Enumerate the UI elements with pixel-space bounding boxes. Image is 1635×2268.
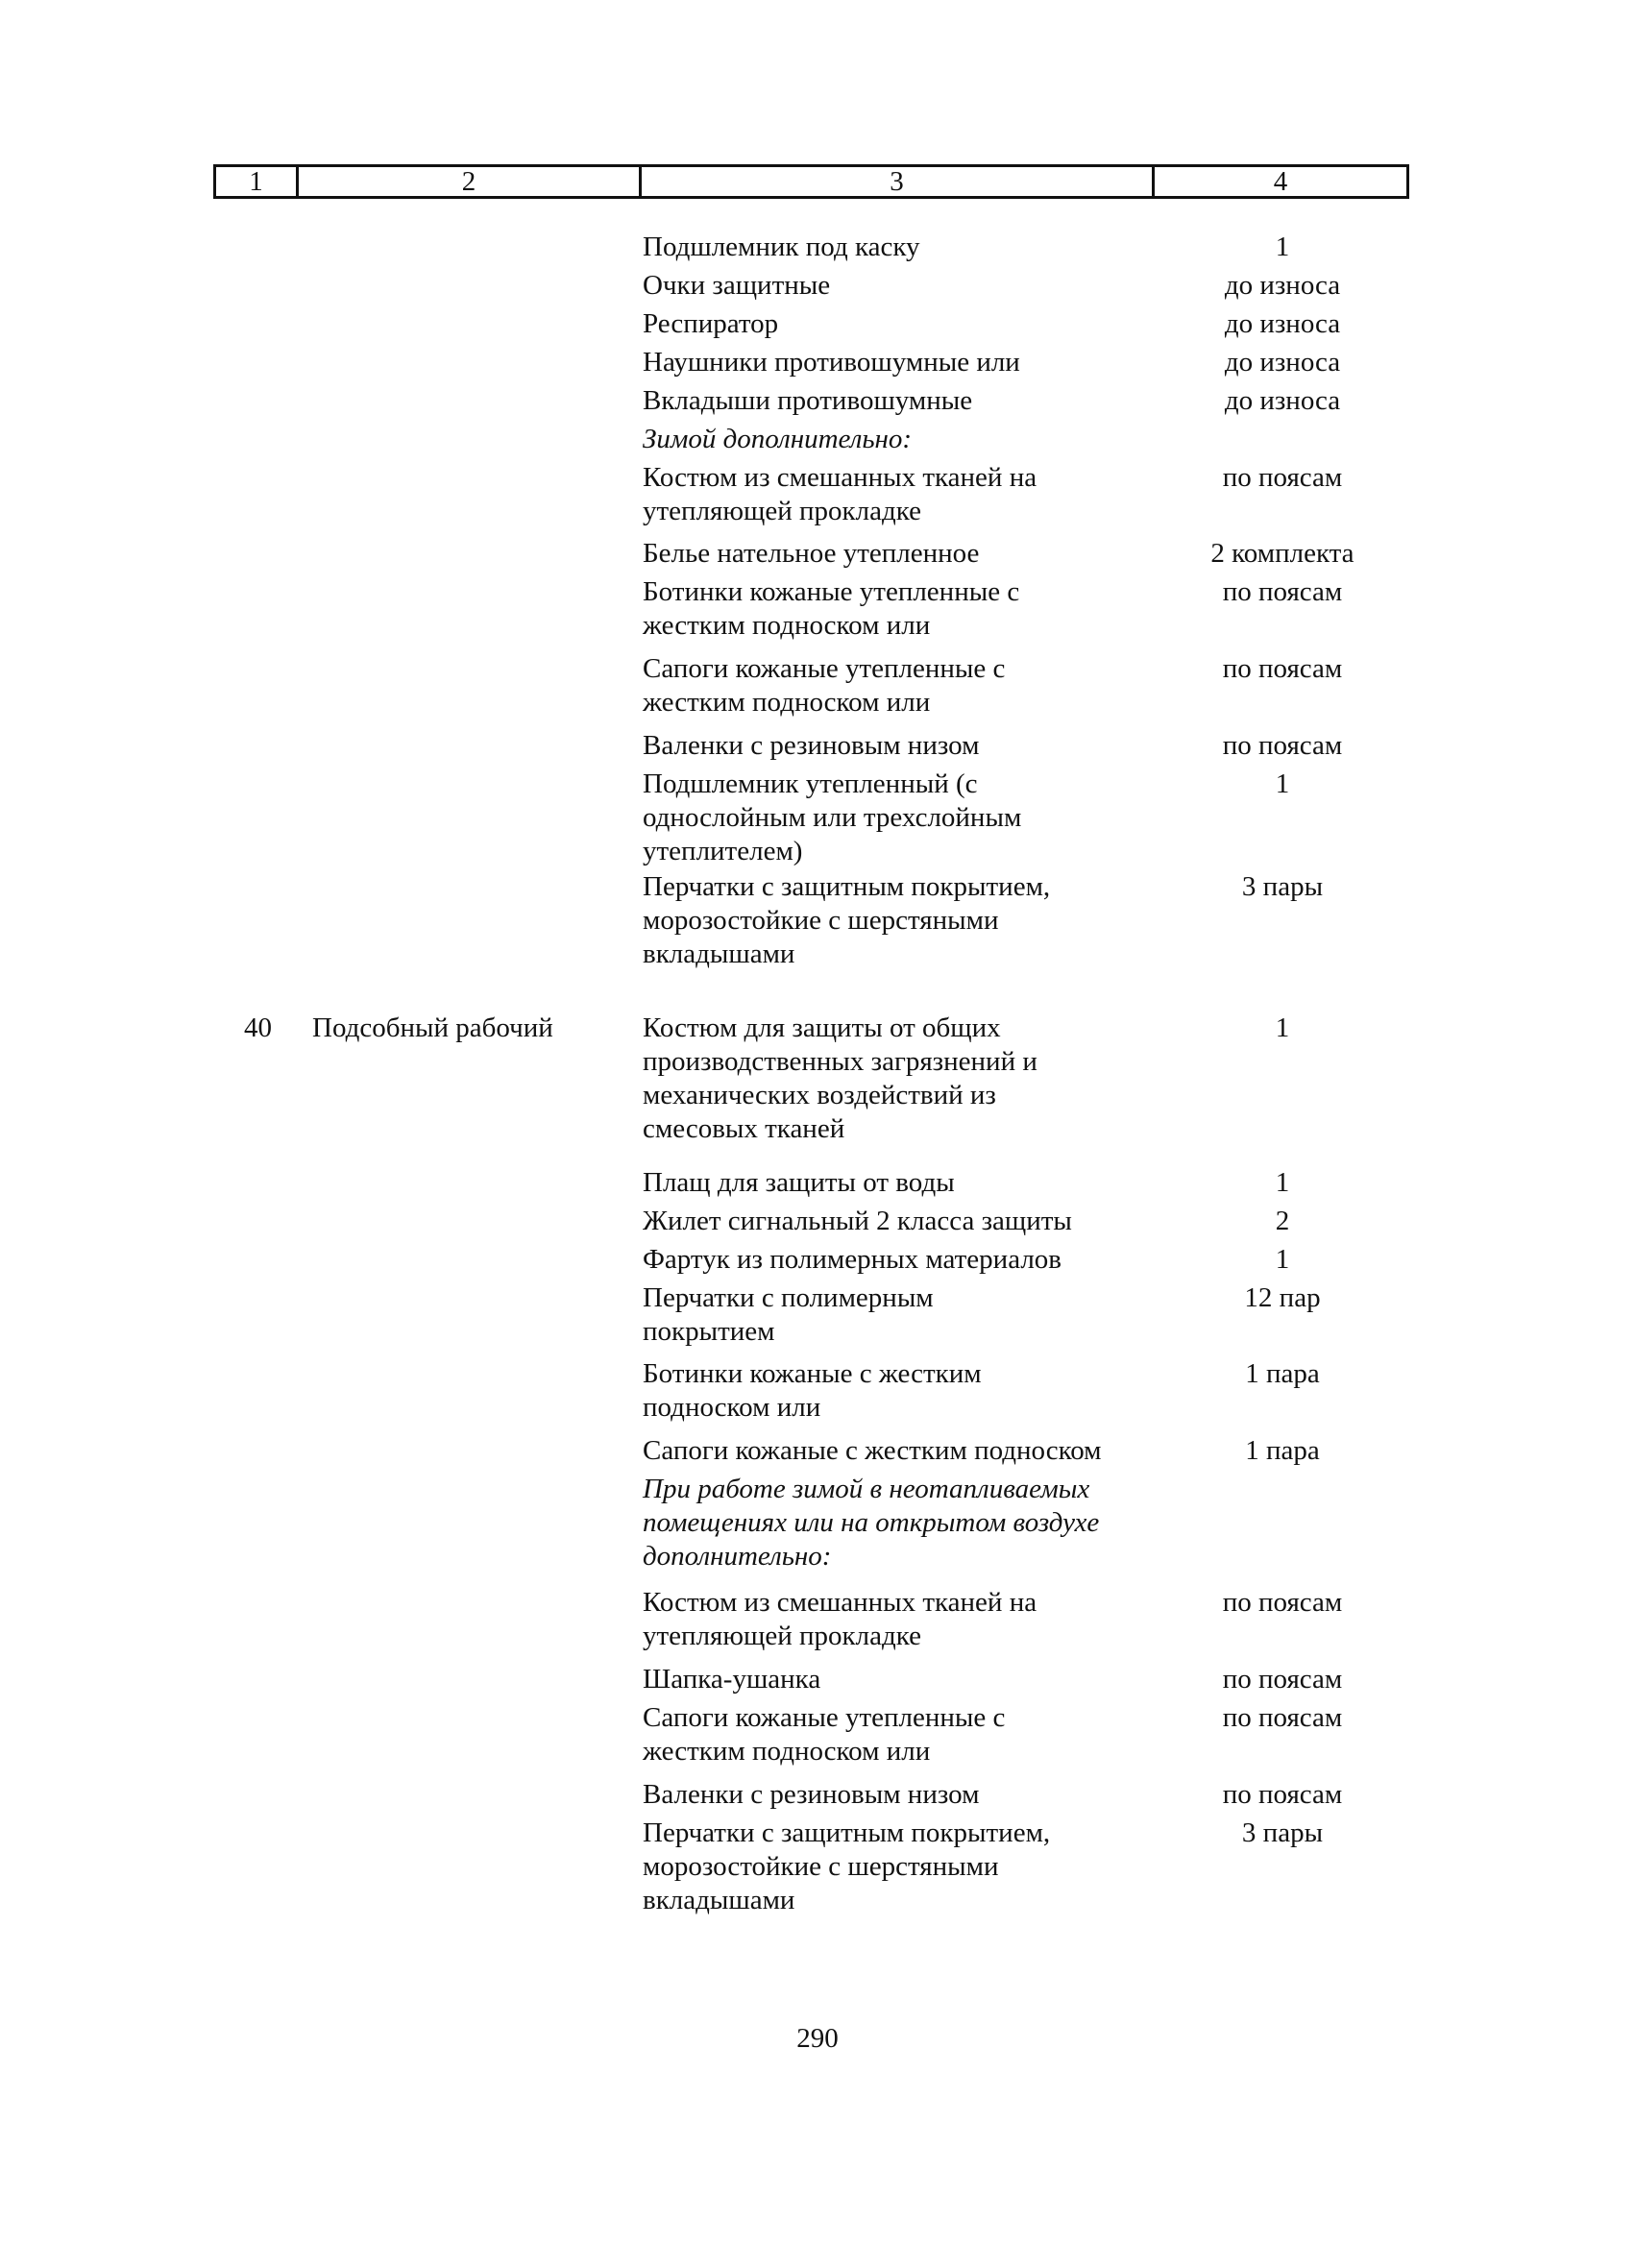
ppe-item: Костюм из смешанных тканей на утепляющей прокладке <box>643 462 1037 526</box>
header-col-2: 2 <box>299 167 642 196</box>
ppe-item: Костюм из смешанных тканей на утепляющей прокладке <box>643 1587 1037 1651</box>
issue-norm: до износа <box>1224 347 1341 378</box>
issue-norm: 1 <box>1275 1167 1290 1198</box>
issue-norm: до износа <box>1224 308 1341 339</box>
ppe-item: Перчатки с защитным покрытием, морозостойкие с шерстяными вкладышами <box>643 1817 1051 1915</box>
issue-norm: 3 пары <box>1241 871 1324 902</box>
header-col-4: 4 <box>1273 165 1288 197</box>
issue-norm: по поясам <box>1222 1779 1343 1810</box>
issue-norm: по поясам <box>1222 462 1343 493</box>
ppe-item: Ботинки кожаные утепленные с жестким подноском или <box>643 576 1020 641</box>
ppe-item: Валенки с резиновым низом <box>643 1779 980 1810</box>
ppe-item: Респиратор <box>643 308 779 339</box>
issue-norm: 1 <box>1275 1244 1290 1275</box>
ppe-item: Перчатки с полимерным покрытием <box>643 1282 934 1347</box>
ppe-item: При работе зимой в неотапливаемых помещениях или на открытом воздухе дополнительно: <box>643 1474 1100 1572</box>
ppe-item: Наушники противошумные или <box>643 347 1020 378</box>
ppe-item: Зимой дополнительно: <box>643 424 913 454</box>
issue-norm: по поясам <box>1222 576 1343 607</box>
issue-norm: 1 <box>1275 232 1290 262</box>
issue-norm: 3 пары <box>1241 1817 1324 1848</box>
header-col-1: 1 <box>216 167 299 196</box>
ppe-item: Костюм для защиты от общих производственных загрязнений и механических воздействий из смесовых тканей <box>643 1012 1037 1144</box>
ppe-item: Белье нательное утепленное <box>643 538 980 569</box>
issue-norm: 1 <box>1275 768 1290 799</box>
issue-norm: до износа <box>1224 385 1341 416</box>
column-number-header <box>213 164 1409 199</box>
ppe-item: Жилет сигнальный 2 класса защиты <box>643 1206 1072 1236</box>
issue-norm: до износа <box>1224 270 1341 301</box>
ppe-item: Очки защитные <box>643 270 831 301</box>
row-number: 40 <box>244 1012 272 1043</box>
ppe-item: Валенки с резиновым низом <box>643 730 980 761</box>
ppe-item: Подшлемник под каску <box>643 232 920 262</box>
ppe-item: Сапоги кожаные утепленные с жестким подноском или <box>643 653 1006 718</box>
issue-norm: по поясам <box>1222 653 1343 684</box>
ppe-item: Перчатки с защитным покрытием, морозостойкие с шерстяными вкладышами <box>643 871 1051 969</box>
ppe-item: Подшлемник утепленный (с однослойным или трехслойным утеплителем) <box>643 768 1022 866</box>
ppe-item: Фартук из полимерных материалов <box>643 1244 1062 1275</box>
issue-norm: 1 пара <box>1245 1358 1320 1389</box>
ppe-item: Вкладыши противошумные <box>643 385 973 416</box>
issue-norm: по поясам <box>1222 1587 1343 1618</box>
issue-norm: 2 <box>1275 1206 1290 1236</box>
issue-norm: по поясам <box>1222 1664 1343 1695</box>
ppe-item: Сапоги кожаные утепленные с жестким подноском или <box>643 1702 1006 1767</box>
ppe-item: Ботинки кожаные с жестким подноском или <box>643 1358 982 1423</box>
profession-name: Подсобный рабочий <box>312 1012 553 1043</box>
issue-norm: 2 комплекта <box>1210 538 1354 569</box>
issue-norm: по поясам <box>1222 1702 1343 1733</box>
issue-norm: 12 пар <box>1244 1282 1321 1313</box>
issue-norm: по поясам <box>1222 730 1343 761</box>
header-col-3: 3 <box>642 167 1155 196</box>
issue-norm: 1 <box>1275 1012 1290 1043</box>
ppe-item: Шапка-ушанка <box>643 1664 821 1695</box>
issue-norm: 1 пара <box>1245 1435 1320 1466</box>
ppe-item: Плащ для защиты от воды <box>643 1167 955 1198</box>
ppe-item: Сапоги кожаные с жестким подноском <box>643 1435 1102 1466</box>
page-number: 290 <box>796 2023 839 2054</box>
